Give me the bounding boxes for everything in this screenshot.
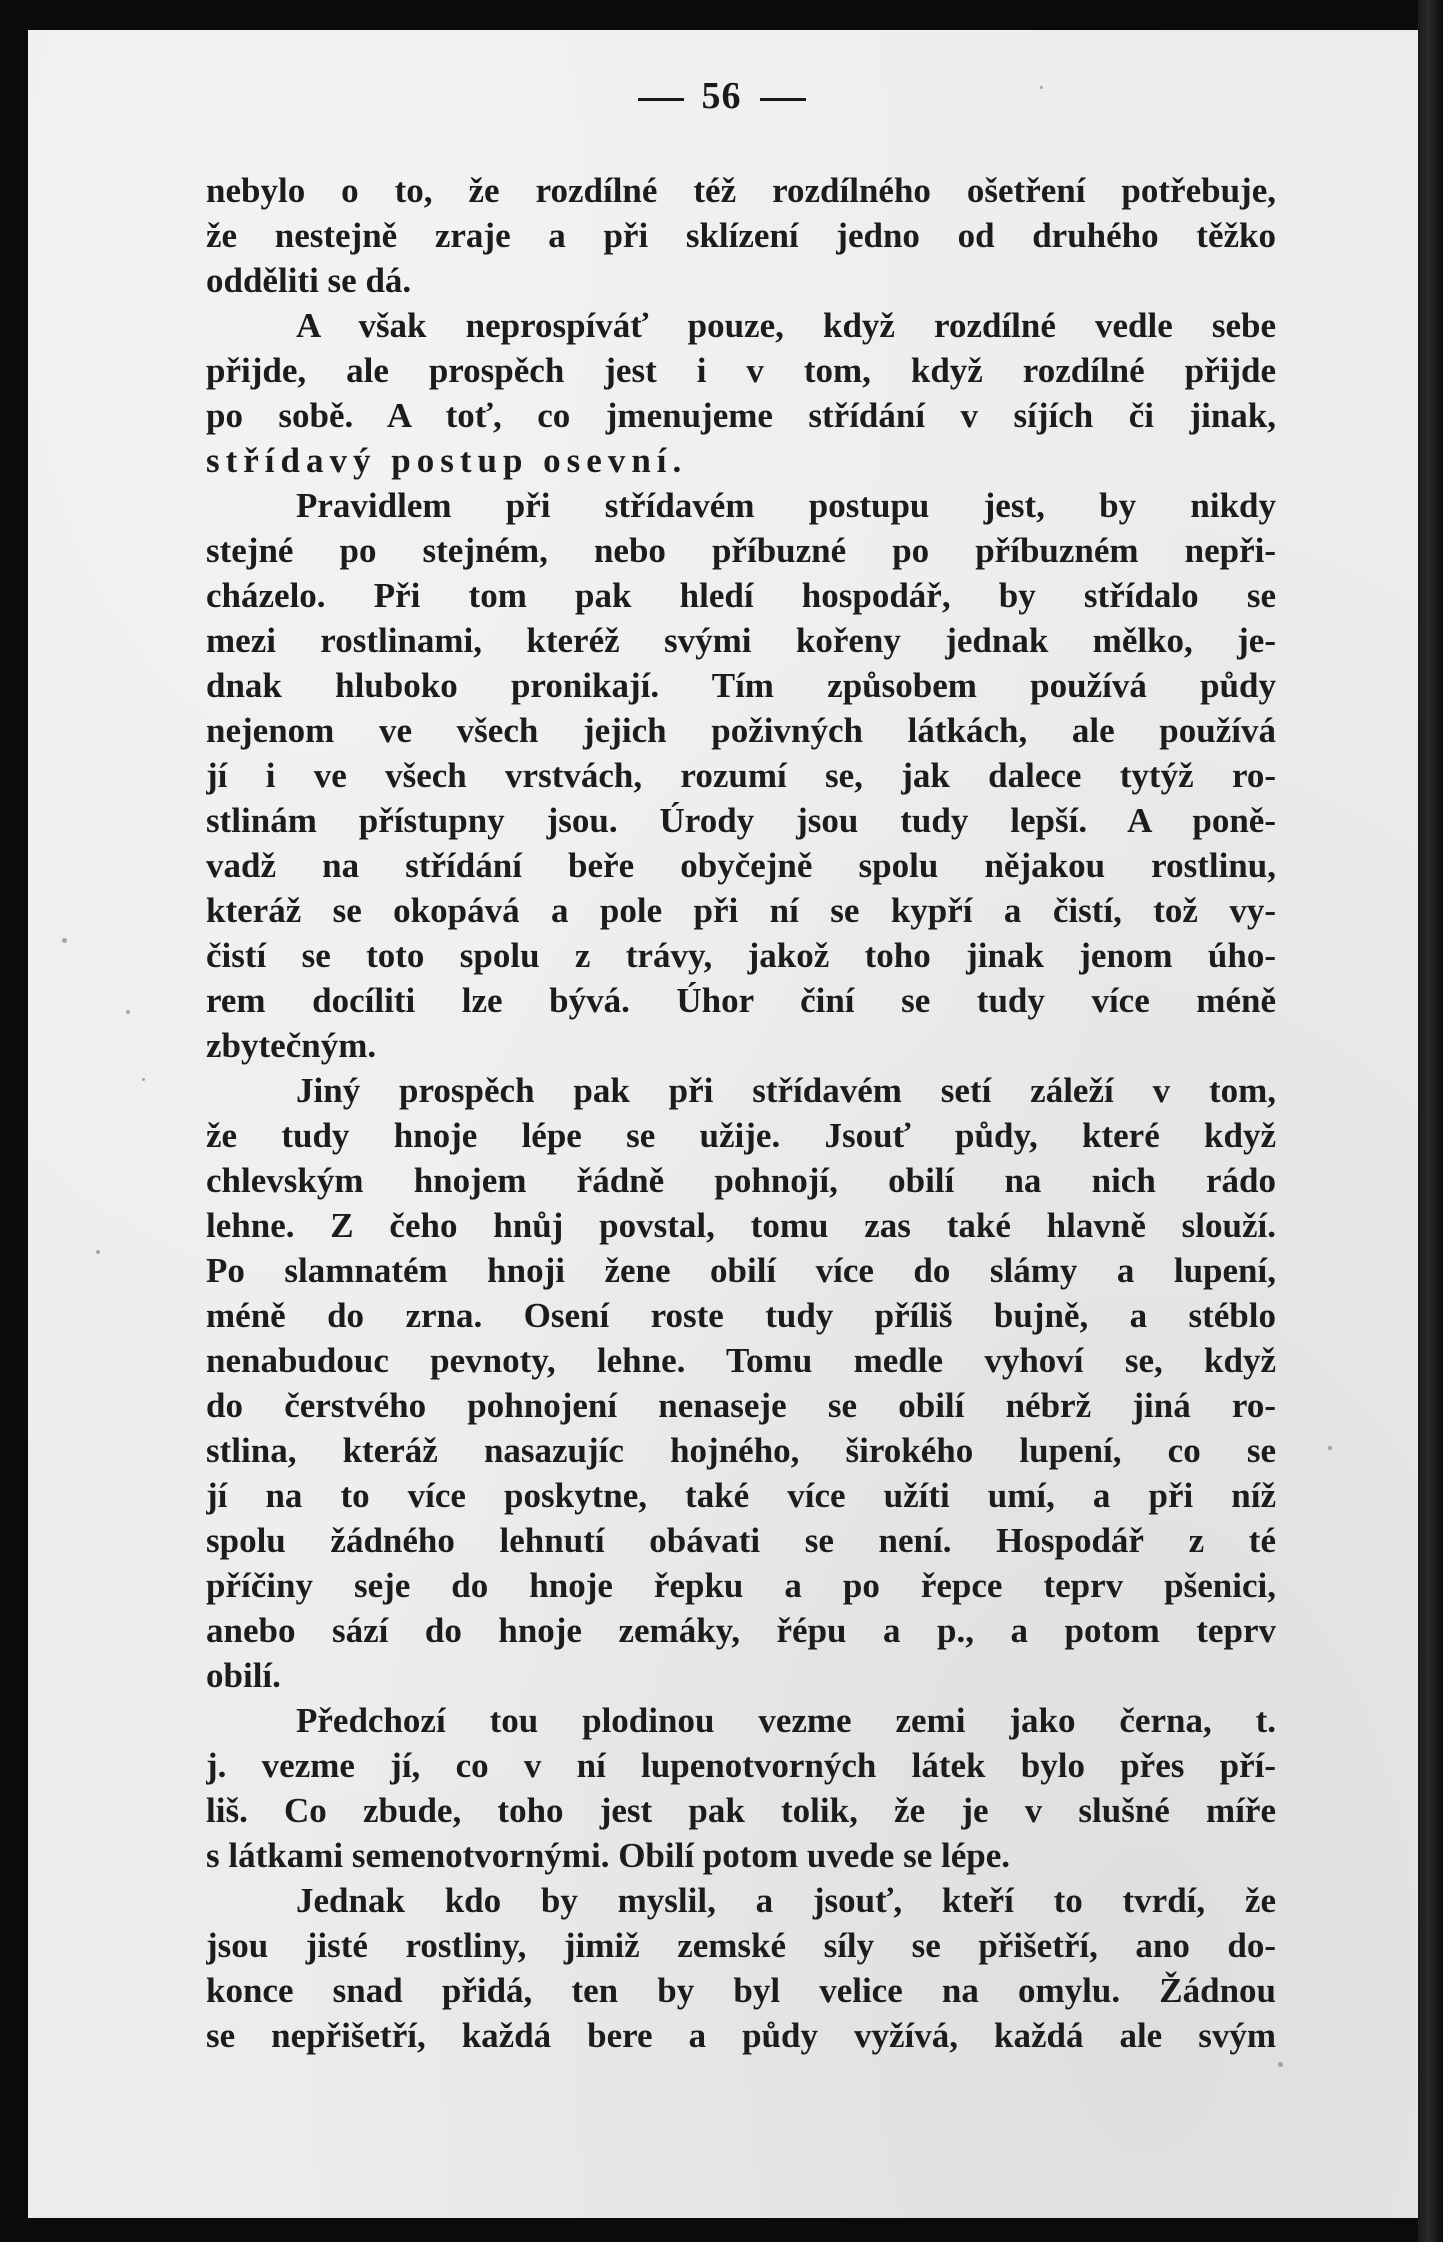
text-line: Jednak kdo by myslil, a jsouť, kteří to tvrdí, že <box>296 1881 1276 1920</box>
text-line: se nepřišetří, každá bere a půdy vyžívá, každá ale svým <box>206 2016 1276 2055</box>
text-line: nejenom ve všech jejich poživných látkách, ale používá <box>206 711 1276 750</box>
header-dash-left <box>638 98 684 101</box>
paper-speck <box>142 1078 145 1081</box>
text-line: stlinám přístupny jsou. Úrody jsou tudy lepší. A poně- <box>206 801 1276 840</box>
paper-speck <box>1278 2062 1283 2067</box>
text-line: jsou jisté rostliny, jimiž zemské síly se přišetří, ano do- <box>206 1926 1276 1965</box>
text-line: příčiny seje do hnoje řepku a po řepce teprv pšenici, <box>206 1566 1276 1605</box>
text-line: j. vezme jí, co v ní lupenotvorných látek bylo přes pří- <box>206 1746 1276 1785</box>
text-line: s látkami semenotvornými. Obilí potom uvede se lépe. <box>206 1836 1010 1875</box>
text-line: Pravidlem při střídavém postupu jest, by nikdy <box>296 486 1276 525</box>
text-line: obilí. <box>206 1656 281 1695</box>
paper-speck <box>96 1250 100 1254</box>
text-line: čistí se toto spolu z trávy, jakož toho jinak jenom úho- <box>206 936 1276 975</box>
text-line: kteráž se okopává a pole při ní se kypří a čistí, tož vy- <box>206 891 1276 930</box>
text-line: stejné po stejném, nebo příbuzné po příbuzném nepři- <box>206 531 1276 570</box>
text-line: vadž na střídání beře obyčejně spolu nějakou rostlinu, <box>206 846 1276 885</box>
paper-speck <box>1040 86 1043 89</box>
header-dash-right <box>760 98 806 101</box>
text-line: mezi rostlinami, kteréž svými kořeny jednak mělko, je- <box>206 621 1276 660</box>
text-line: střídavý postup osevní. <box>206 441 688 480</box>
text-line: Po slamnatém hnoji žene obilí více do slámy a lupení, <box>206 1251 1276 1290</box>
text-line: A však neprospíváť pouze, když rozdílné vedle sebe <box>296 306 1276 345</box>
text-line: chlevským hnojem řádně pohnojí, obilí na nich rádo <box>206 1161 1276 1200</box>
page-number: 56 <box>701 75 742 117</box>
text-line: po sobě. A toť, co jmenujeme střídání v síjích či jinak, <box>206 396 1276 435</box>
text-line: konce snad přidá, ten by byl velice na omylu. Žádnou <box>206 1971 1276 2010</box>
text-line: jí i ve všech vrstvách, rozumí se, jak dalece tytýž ro- <box>206 756 1276 795</box>
text-line: spolu žádného lehnutí obávati se není. Hospodář z té <box>206 1521 1276 1560</box>
text-line: liš. Co zbude, toho jest pak tolik, že je v slušné míře <box>206 1791 1276 1830</box>
text-line: cházelo. Při tom pak hledí hospodář, by střídalo se <box>206 576 1276 615</box>
text-line: méně do zrna. Osení roste tudy příliš bujně, a stéblo <box>206 1296 1276 1335</box>
text-line: zbytečným. <box>206 1026 377 1065</box>
text-line: rem docíliti lze bývá. Úhor činí se tudy více méně <box>206 981 1276 1020</box>
text-line: dnak hluboko pronikají. Tím způsobem používá půdy <box>206 666 1276 705</box>
paper-speck <box>1328 1446 1332 1450</box>
text-line: nenabudouc pevnoty, lehne. Tomu medle vyhoví se, když <box>206 1341 1276 1380</box>
text-line: nebylo o to, že rozdílné též rozdílného ošetření potřebuje, <box>206 171 1276 210</box>
text-line: Předchozí tou plodinou vezme zemi jako černa, t. <box>296 1701 1276 1740</box>
paper-speck <box>126 1010 130 1014</box>
text-line: že tudy hnoje lépe se užije. Jsouť půdy, které když <box>206 1116 1276 1155</box>
text-line: do čerstvého pohnojení nenaseje se obilí nébrž jiná ro- <box>206 1386 1276 1425</box>
text-line: odděliti se dá. <box>206 261 412 300</box>
text-line: jí na to více poskytne, také více užíti umí, a při níž <box>206 1476 1276 1515</box>
text-line: lehne. Z čeho hnůj povstal, tomu zas také hlavně slouží. <box>206 1206 1276 1245</box>
text-line: přijde, ale prospěch jest i v tom, když rozdílné přijde <box>206 351 1276 390</box>
page-header <box>0 74 1443 118</box>
paper-speck <box>62 938 67 943</box>
text-line: Jiný prospěch pak při střídavém setí záleží v tom, <box>296 1071 1276 1110</box>
body-text <box>206 168 1276 2058</box>
text-line: stlina, kteráž nasazujíc hojného, širokého lupení, co se <box>206 1431 1276 1470</box>
text-line: že nestejně zraje a při sklízení jedno od druhého těžko <box>206 216 1276 255</box>
text-line: anebo sází do hnoje zemáky, řépu a p., a potom teprv <box>206 1611 1276 1650</box>
book-spine-edge <box>1418 0 1443 2242</box>
